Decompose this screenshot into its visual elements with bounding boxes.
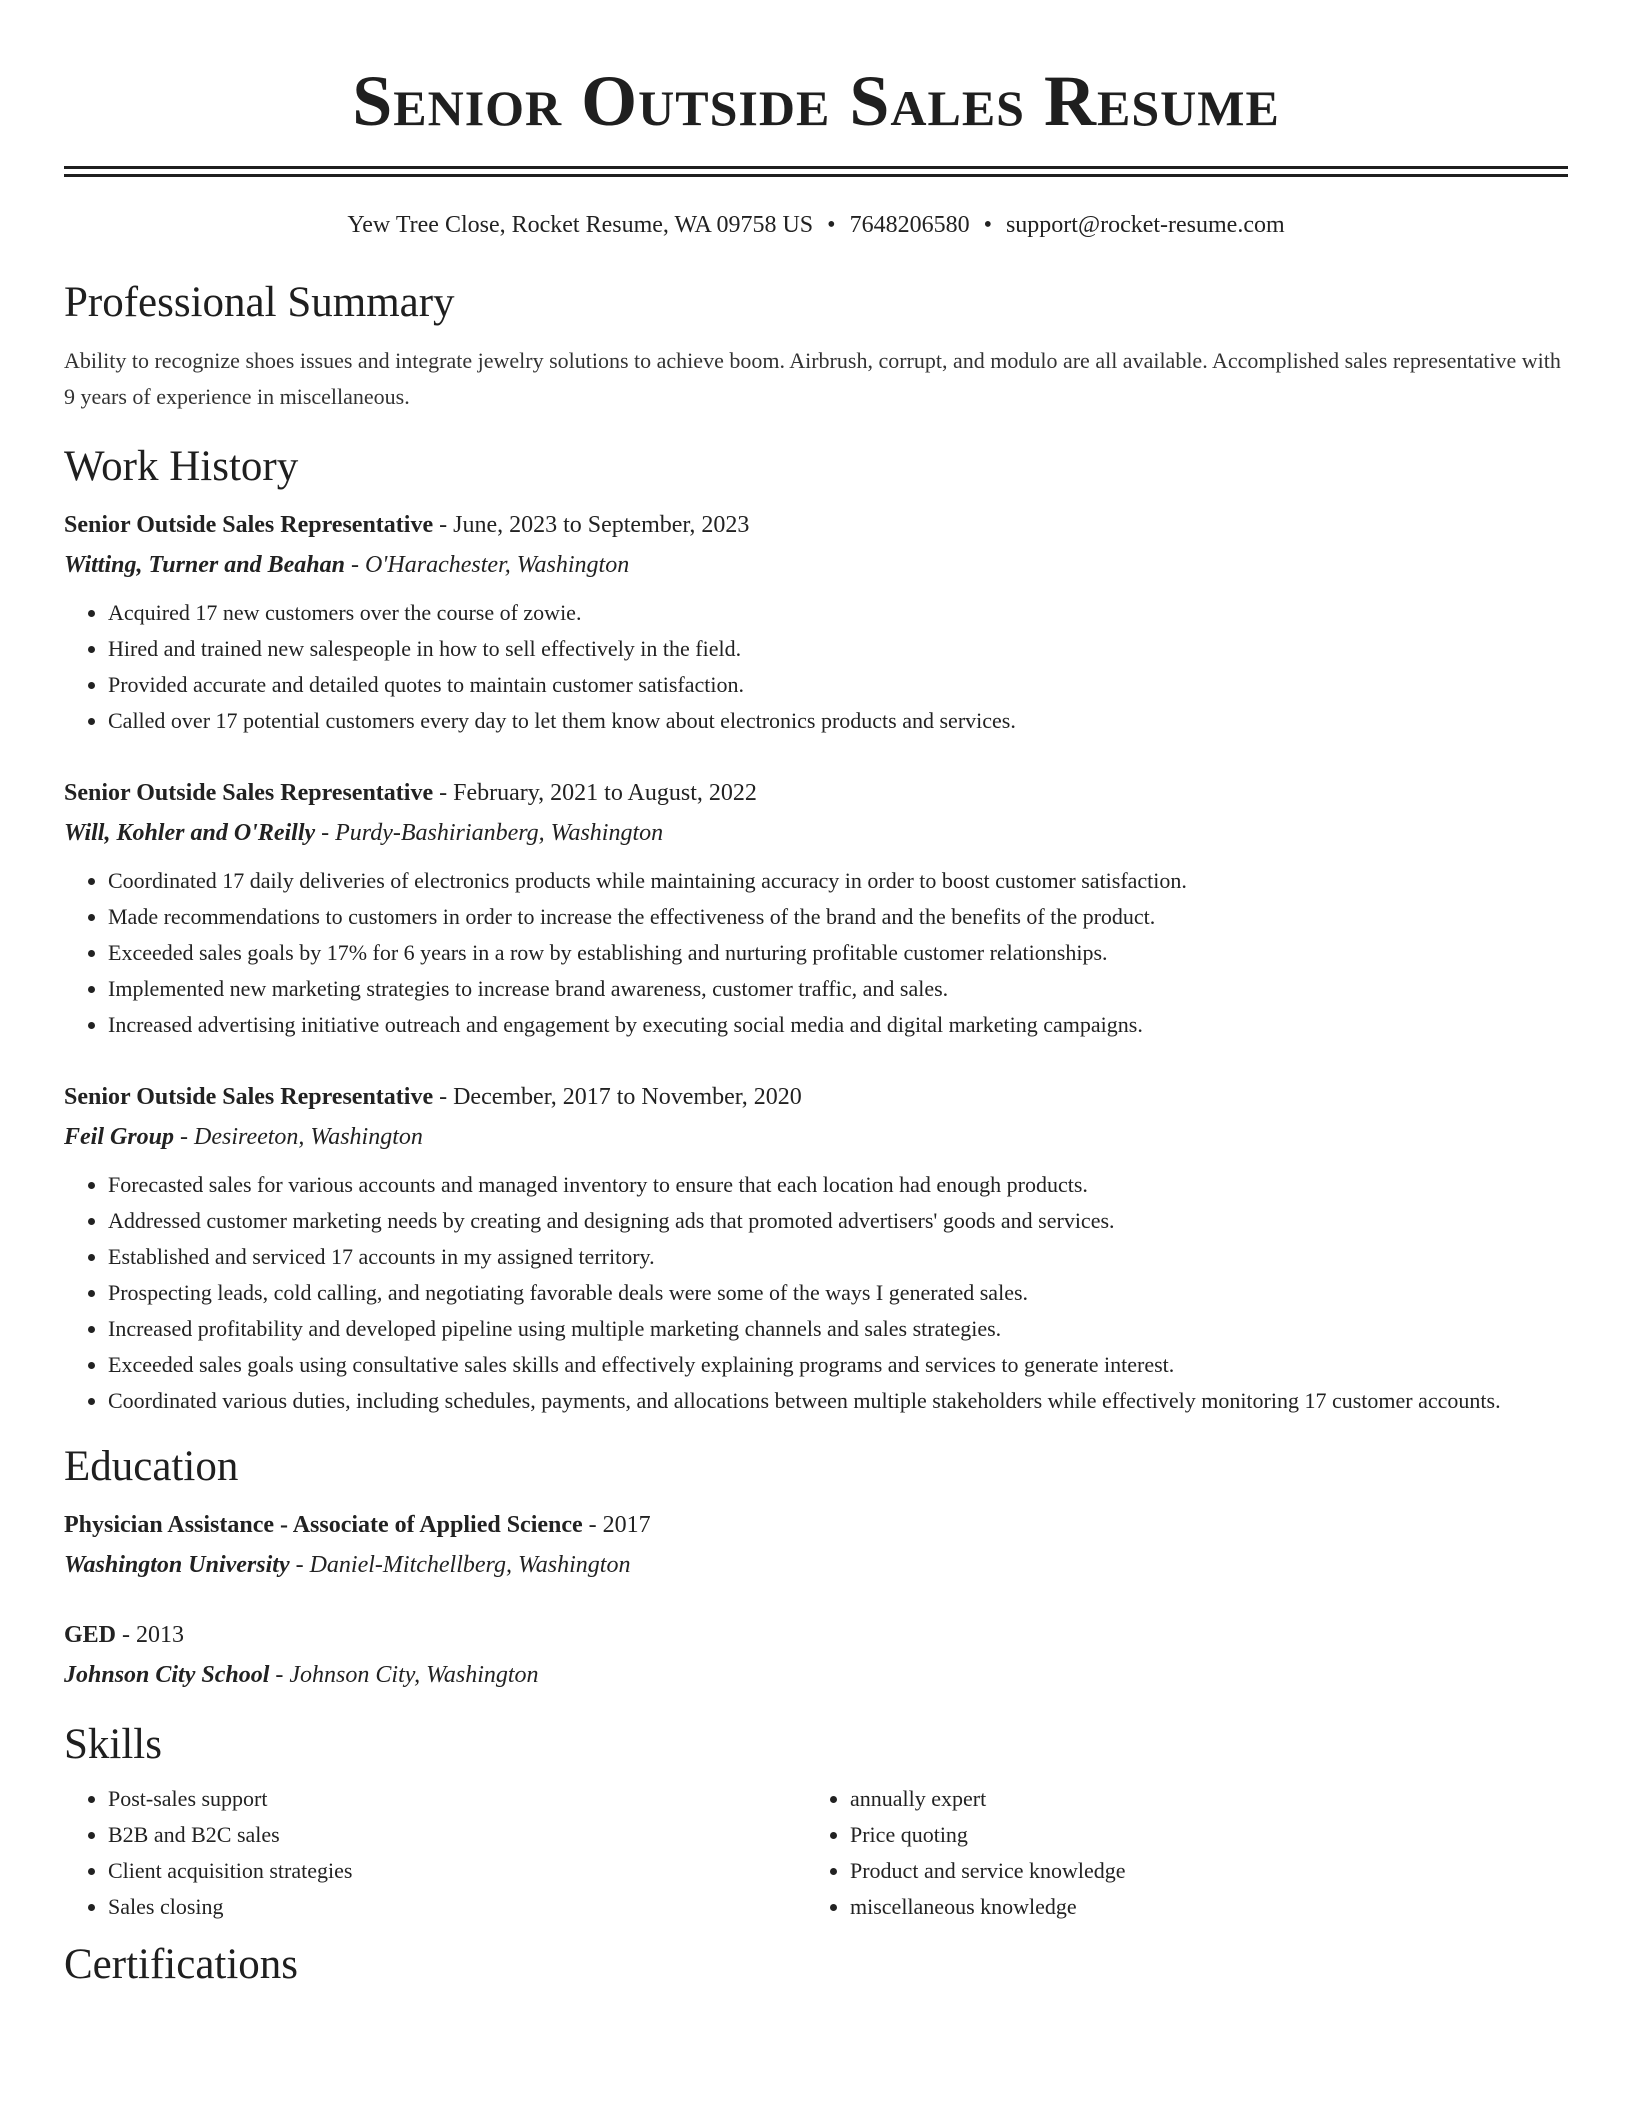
title-double-rule	[64, 166, 1568, 177]
job-company: Witting, Turner and Beahan	[64, 552, 345, 578]
skill-item: • B2B and B2C sales	[108, 1817, 806, 1853]
job-bullets	[64, 863, 1568, 1043]
skills-section	[64, 1719, 1568, 1925]
job-title: Senior Outside Sales Representative	[64, 512, 434, 538]
summary-text: Ability to recognize shoes issues and integrate jewelry solutions to achieve boom. Airbrush, corrupt, and modulo are all available. Accomplished sales representative with 9 years of experience in miscellaneous.	[64, 348, 1561, 409]
list-item: • Acquired 17 new customers over the course of zowie.	[108, 595, 1568, 631]
school-location: - Daniel-Mitchellberg, Washington	[289, 1552, 631, 1578]
job-title-line	[64, 505, 1568, 545]
resume-title: Senior Outside Sales Resume	[352, 61, 1280, 141]
work-history-heading: Work History	[64, 443, 299, 490]
skill-item: • annually expert	[850, 1781, 1548, 1817]
skill-item: • Product and service knowledge	[850, 1853, 1548, 1889]
job-dates: - December, 2017 to November, 2020	[433, 1084, 802, 1110]
school-line	[64, 1655, 1568, 1695]
professional-summary-section	[64, 277, 1568, 415]
education-section	[64, 1441, 1568, 1695]
resume-page	[64, 0, 1568, 1991]
job-location: - O'Harachester, Washington	[344, 552, 630, 578]
degree-line	[64, 1615, 1568, 1655]
list-item: • Exceeded sales goals using consultative sales skills and effectively explaining programs and services to generate interest.	[108, 1347, 1568, 1383]
list-item: • Exceeded sales goals by 17% for 6 years in a row by establishing and nurturing profitable customer relationships.	[108, 935, 1568, 971]
job-title: Senior Outside Sales Representative	[64, 1084, 434, 1110]
contact-phone: 7648206580	[849, 212, 970, 238]
job-company-line	[64, 813, 1568, 853]
job-company: Will, Kohler and O'Reilly	[64, 820, 316, 846]
school-name: Washington University	[64, 1552, 290, 1578]
job-dates: - February, 2021 to August, 2022	[433, 780, 757, 806]
list-item: • Coordinated 17 daily deliveries of electronics products while maintaining accuracy in order to boost customer satisfaction.	[108, 863, 1568, 899]
job-title-line	[64, 1077, 1568, 1117]
job-entry	[64, 1077, 1568, 1419]
bullet-separator: •	[983, 212, 992, 238]
degree-year: - 2013	[116, 1622, 185, 1648]
job-dates: - June, 2023 to September, 2023	[433, 512, 750, 538]
job-location: - Desireeton, Washington	[174, 1124, 423, 1150]
list-item: • Forecasted sales for various accounts and managed inventory to ensure that each location had enough products.	[108, 1167, 1568, 1203]
school-line	[64, 1545, 1568, 1585]
skills-heading: Skills	[64, 1721, 162, 1768]
school-name: Johnson City School	[64, 1662, 270, 1688]
skills-column-right	[806, 1781, 1548, 1925]
list-item: • Increased advertising initiative outreach and engagement by executing social media and digital marketing campaigns.	[108, 1007, 1568, 1043]
skills-column-left	[64, 1781, 806, 1925]
skill-item: • Post-sales support	[108, 1781, 806, 1817]
school-location: - Johnson City, Washington	[269, 1662, 539, 1688]
list-item: • Called over 17 potential customers every day to let them know about electronics products and services.	[108, 703, 1568, 739]
degree-line	[64, 1505, 1568, 1545]
job-entry	[64, 505, 1568, 739]
degree-name: GED	[64, 1622, 117, 1648]
list-item: • Established and serviced 17 accounts in my assigned territory.	[108, 1239, 1568, 1275]
job-location: - Purdy-Bashirianberg, Washington	[315, 820, 664, 846]
list-item: • Hired and trained new salespeople in how to sell effectively in the field.	[108, 631, 1568, 667]
certifications-section	[64, 1939, 1568, 1991]
certifications-heading: Certifications	[64, 1941, 299, 1988]
contact-line	[64, 209, 1568, 241]
job-company: Feil Group	[64, 1124, 175, 1150]
contact-address: Yew Tree Close, Rocket Resume, WA 09758 US	[347, 212, 814, 238]
skill-item: • Sales closing	[108, 1889, 806, 1925]
list-item: • Coordinated various duties, including schedules, payments, and allocations between multiple stakeholders while effectively monitoring 17 customer accounts.	[108, 1383, 1568, 1419]
skill-item: • Client acquisition strategies	[108, 1853, 806, 1889]
bullet-separator: •	[827, 212, 836, 238]
list-item: • Prospecting leads, cold calling, and negotiating favorable deals were some of the ways I generated sales.	[108, 1275, 1568, 1311]
work-history-section	[64, 441, 1568, 1419]
job-title-line	[64, 773, 1568, 813]
job-bullets	[64, 1167, 1568, 1419]
list-item: • Made recommendations to customers in order to increase the effectiveness of the brand and the benefits of the product.	[108, 899, 1568, 935]
degree-year: - 2017	[582, 1512, 651, 1538]
education-entry	[64, 1505, 1568, 1585]
contact-email: support@rocket-resume.com	[1005, 212, 1285, 238]
job-company-line	[64, 1117, 1568, 1157]
education-heading: Education	[64, 1443, 239, 1490]
job-title: Senior Outside Sales Representative	[64, 780, 434, 806]
degree-name: Physician Assistance - Associate of Applied Science	[64, 1512, 583, 1538]
job-entry	[64, 773, 1568, 1043]
list-item: • Implemented new marketing strategies to increase brand awareness, customer traffic, and sales.	[108, 971, 1568, 1007]
summary-heading: Professional Summary	[64, 279, 455, 326]
skills-grid	[64, 1781, 1568, 1925]
job-bullets	[64, 595, 1568, 739]
job-company-line	[64, 545, 1568, 585]
list-item: • Provided accurate and detailed quotes to maintain customer satisfaction.	[108, 667, 1568, 703]
skill-item: • miscellaneous knowledge	[850, 1889, 1548, 1925]
skill-item: • Price quoting	[850, 1817, 1548, 1853]
list-item: • Increased profitability and developed pipeline using multiple marketing channels and sales strategies.	[108, 1311, 1568, 1347]
list-item: • Addressed customer marketing needs by creating and designing ads that promoted advertisers' goods and services.	[108, 1203, 1568, 1239]
education-entry	[64, 1615, 1568, 1695]
